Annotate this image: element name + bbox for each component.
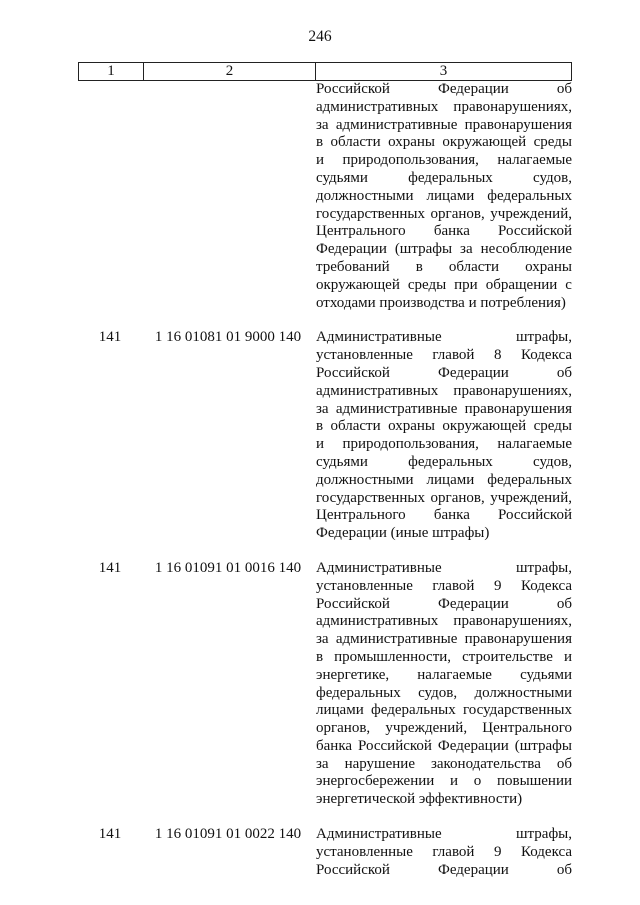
description-word: Административные (316, 826, 442, 843)
description-line (316, 418, 572, 436)
description-line (316, 206, 572, 224)
description-word: охраны (388, 134, 435, 151)
description-text: отходами производства и потребления) (316, 294, 566, 311)
description-word: Федерации (437, 595, 509, 612)
description-word: банка (316, 737, 353, 754)
description-line (316, 507, 572, 525)
description-word: органов, (430, 205, 485, 222)
description-word: строительстве (462, 648, 553, 665)
description-word: Федерации (437, 81, 509, 97)
description-word: органов, (316, 720, 371, 737)
header-col-1: 1 (107, 63, 115, 79)
description-word: среды (407, 276, 447, 293)
description-line (316, 791, 572, 809)
description-cell (316, 560, 572, 809)
description-word: федеральных (487, 187, 572, 204)
kbk-code-cell: 1 16 01091 01 0022 140 (154, 826, 302, 843)
description-word: об (556, 81, 572, 97)
description-word: государственных (316, 489, 425, 506)
table-row (78, 329, 572, 543)
description-word: административных (316, 98, 439, 115)
description-line (316, 613, 572, 631)
description-word: должностными (474, 684, 572, 701)
description-line (316, 702, 572, 720)
description-line (316, 472, 572, 490)
description-word: административных (316, 613, 439, 630)
description-word: за (316, 400, 329, 417)
description-line (316, 756, 572, 774)
description-word: об (556, 595, 572, 612)
description-word: 9 (493, 577, 502, 594)
description-line (316, 720, 572, 738)
description-word: о (473, 773, 482, 790)
description-word: (штрафы (394, 241, 453, 258)
description-word: банка (433, 223, 470, 240)
description-word: установленные (316, 577, 413, 594)
description-cell (316, 826, 572, 879)
description-word: Федерации (316, 241, 387, 258)
description-word: Административные (316, 559, 442, 576)
description-word: в (316, 648, 324, 665)
description-word: Административные (316, 329, 442, 346)
description-word: энергосбережении (316, 773, 435, 790)
description-word: и (316, 152, 325, 169)
description-word: в (316, 134, 324, 151)
admin-code-cell: 141 (98, 559, 122, 576)
kbk-code-cell: 1 16 01081 01 9000 140 (154, 329, 302, 346)
description-line (316, 152, 572, 170)
description-text: энергетической эффективности) (316, 791, 523, 808)
description-word: Кодекса (520, 577, 572, 594)
description-word: установленные (316, 347, 413, 364)
description-line (316, 560, 572, 578)
description-word: федеральных (408, 169, 493, 186)
description-line (316, 223, 572, 241)
table-row (78, 560, 572, 809)
table-row (78, 826, 572, 879)
description-line (316, 631, 572, 649)
description-word: главой (432, 347, 475, 364)
description-line (316, 826, 572, 844)
admin-code-cell: 141 (98, 329, 122, 346)
description-word: главой (432, 843, 475, 860)
description-word: правонарушениях, (453, 98, 572, 115)
description-line (316, 170, 572, 188)
description-word: судов, (533, 453, 572, 470)
description-word: Российской (498, 223, 572, 240)
description-word: административные (335, 631, 458, 648)
description-word: области (330, 134, 381, 151)
description-word: Федерации (437, 364, 509, 381)
description-word: главой (432, 577, 475, 594)
description-word: Российской (498, 507, 572, 524)
description-word: и (563, 648, 572, 665)
description-word: нарушение (344, 755, 415, 772)
description-line (316, 347, 572, 365)
description-line (316, 241, 572, 259)
description-word: требований (316, 258, 390, 275)
description-word: и (316, 436, 325, 453)
description-word: области (330, 418, 381, 435)
description-word: штрафы, (516, 329, 572, 346)
description-word: окружающей (316, 276, 400, 293)
description-word: административные (335, 116, 458, 133)
description-word: федеральных (371, 702, 456, 719)
admin-code-cell: 141 (98, 826, 122, 843)
description-word: области (448, 258, 500, 275)
description-word: природопользования, (342, 152, 479, 169)
table-body (78, 81, 572, 879)
description-word: (штрафы (514, 737, 572, 754)
description-word: Российской (316, 861, 390, 878)
description-word: судов, (533, 169, 572, 186)
page-number: 246 (308, 28, 332, 45)
description-word: промышленности, (334, 648, 452, 665)
description-word: лицами (426, 471, 475, 488)
table-header (78, 62, 572, 81)
description-word: в (415, 258, 423, 275)
description-word: лицами (316, 702, 364, 719)
description-line (316, 81, 572, 99)
description-word: об (556, 861, 572, 878)
description-word: государственных (463, 702, 572, 719)
description-word: окружающей (442, 418, 527, 435)
description-word: административные (335, 400, 458, 417)
description-word: за (316, 631, 329, 648)
description-word: 8 (493, 347, 502, 364)
description-word: правонарушения (464, 631, 572, 648)
description-word: правонарушениях, (453, 613, 572, 630)
description-word: Центрального (316, 223, 406, 240)
description-word: государственных (316, 205, 425, 222)
description-line (316, 454, 572, 472)
description-word: налагаемые (497, 436, 572, 453)
description-text: Федерации (иные штрафы) (316, 525, 490, 542)
description-word: об (556, 755, 572, 772)
description-word: правонарушения (464, 116, 572, 133)
description-word: штрафы, (516, 826, 572, 843)
description-cell (316, 329, 572, 543)
description-word: Кодекса (520, 347, 572, 364)
description-line (316, 259, 572, 277)
description-word: налагаемые (417, 666, 492, 683)
description-line (316, 649, 572, 667)
description-word: административных (316, 382, 439, 399)
description-word: судьями (520, 666, 572, 683)
description-line (316, 685, 572, 703)
header-col-3: 3 (315, 63, 571, 80)
description-word: в (316, 418, 324, 435)
description-line (316, 578, 572, 596)
description-word: правонарушения (464, 400, 572, 417)
description-word: должностными (316, 187, 414, 204)
description-line (316, 134, 572, 152)
description-word: Российской (358, 737, 432, 754)
description-word: за (460, 241, 473, 258)
description-word: судов, (418, 684, 458, 701)
description-word: среды (533, 134, 572, 151)
description-word: Кодекса (520, 843, 572, 860)
description-word: несоблюдение (480, 241, 572, 258)
description-word: судьями (316, 453, 368, 470)
description-line (316, 365, 572, 383)
description-line (316, 436, 572, 454)
description-line (316, 667, 572, 685)
description-word: штрафы, (516, 559, 572, 576)
description-word: должностными (316, 471, 414, 488)
description-word: учреждений, (490, 205, 572, 222)
description-word: Федерации (437, 861, 509, 878)
description-word: Федерации (437, 737, 509, 754)
description-word: Российской (316, 595, 390, 612)
description-word: за (316, 755, 329, 772)
description-word: Российской (316, 81, 390, 97)
description-line (316, 401, 572, 419)
description-word: охраны (388, 418, 435, 435)
description-word: учреждений, (385, 720, 468, 737)
description-word: с (565, 276, 572, 293)
description-word: учреждений, (490, 489, 572, 506)
header-col-2: 2 (143, 63, 315, 80)
description-line (316, 295, 572, 313)
description-word: энергетике, (316, 666, 390, 683)
description-word: Центрального (316, 507, 406, 524)
description-word: об (556, 364, 572, 381)
description-word: окружающей (442, 134, 527, 151)
description-word: природопользования, (342, 436, 479, 453)
description-word: установленные (316, 843, 413, 860)
description-word: при (454, 276, 478, 293)
description-line (316, 383, 572, 401)
description-word: федеральных (316, 684, 401, 701)
description-word: федеральных (487, 471, 572, 488)
description-word: и (450, 773, 459, 790)
description-word: налагаемые (497, 152, 572, 169)
kbk-code-cell: 1 16 01091 01 0016 140 (154, 559, 302, 576)
description-word: повышении (497, 773, 572, 790)
description-word: Центрального (482, 720, 572, 737)
description-line (316, 862, 572, 880)
description-line (316, 844, 572, 862)
description-line (316, 490, 572, 508)
description-line (316, 773, 572, 791)
description-word: правонарушениях, (453, 382, 572, 399)
description-line (316, 329, 572, 347)
table-row (78, 81, 572, 312)
description-line (316, 277, 572, 295)
description-line (316, 188, 572, 206)
description-word: законодательства (430, 755, 541, 772)
description-line (316, 525, 572, 543)
description-word: органов, (430, 489, 485, 506)
description-word: судьями (316, 169, 368, 186)
description-line (316, 596, 572, 614)
description-word: Российской (316, 364, 390, 381)
description-word: лицами (426, 187, 475, 204)
description-line (316, 99, 572, 117)
description-line (316, 738, 572, 756)
description-word: обращении (485, 276, 558, 293)
description-word: охраны (525, 258, 572, 275)
description-word: среды (533, 418, 572, 435)
description-word: за (316, 116, 329, 133)
description-word: федеральных (408, 453, 493, 470)
description-line (316, 117, 572, 135)
description-cell (316, 81, 572, 312)
description-word: банка (433, 507, 470, 524)
description-word: 9 (493, 843, 502, 860)
